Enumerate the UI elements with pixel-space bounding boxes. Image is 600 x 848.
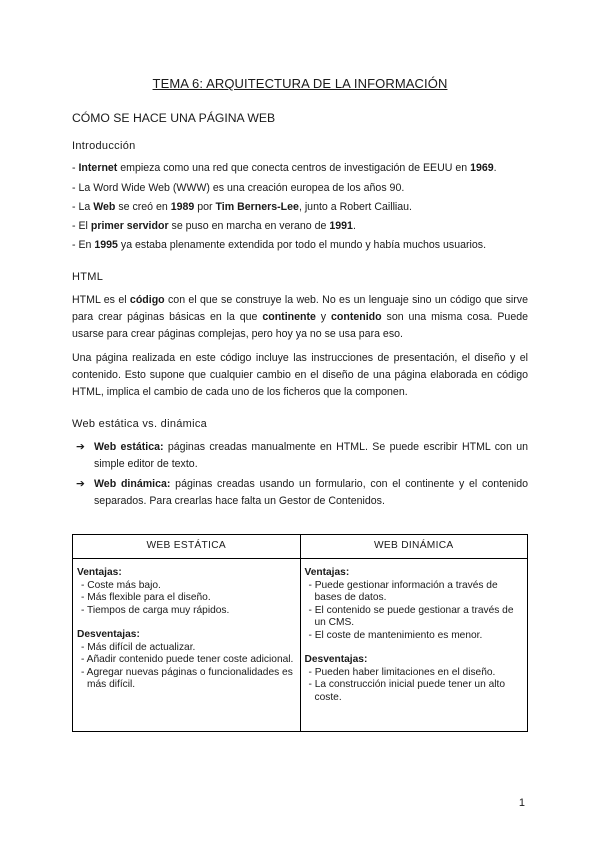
bullet-dynamic-web: ➔ Web dinámica: páginas creadas usando un formulario, con el continente y el contenido separados. Para crearlas hace falta un Gestor de Contenidos. [76, 478, 528, 507]
table-header-dynamic: WEB DINÁMICA [300, 535, 528, 559]
document-title: TEMA 6: ARQUITECTURA DE LA INFORMACIÓN [152, 76, 448, 91]
arrow-icon: ➔ [76, 441, 85, 453]
intro-line-1: - Internet empieza como una red que conecta centros de investigación de EEUU en 1969. [72, 162, 497, 174]
page-number: 1 [518, 797, 525, 809]
list-item: - Más difícil de actualizar. [81, 641, 196, 653]
intro-line-3: - La Web se creó en 1989 por Tim Berners-Lee, junto a Robert Cailliau. [72, 201, 412, 213]
list-item: - Coste más bajo. [81, 579, 161, 591]
list-item: - Tiempos de carga muy rápidos. [81, 604, 230, 616]
html-paragraph-1: HTML es el código con el que se construye la web. No es un lenguaje sino un código que sirve para crear páginas básicas en la que continente y contenido son una misma cosa. Puede usarse para crear páginas complejas, pero hoy ya no se usa para eso. [72, 294, 528, 340]
dynamic-advantages-label: Ventajas: [304, 567, 350, 578]
static-cell [73, 559, 301, 732]
dynamic-disadvantages-label: Desventajas: [304, 654, 368, 665]
intro-line-5: - En 1995 ya estaba plenamente extendida por todo el mundo y había muchos usuarios. [72, 239, 487, 251]
intro-line-2: - La Word Wide Web (WWW) es una creación europea de los años 90. [72, 182, 405, 194]
list-item: - Más flexible para el diseño. [81, 592, 211, 603]
static-disadvantages-label: Desventajas: [77, 629, 140, 640]
list-item: - Pueden haber limitaciones en el diseño. [308, 666, 496, 678]
static-advantages-label: Ventajas: [77, 567, 122, 578]
section-heading: CÓMO SE HACE UNA PÁGINA WEB [72, 111, 276, 125]
list-item: - Puede gestionar información a través de bases de datos. [308, 579, 498, 603]
list-item: - El coste de mantenimiento es menor. [308, 629, 483, 641]
dynamic-cell [300, 559, 528, 732]
bullet-static-web: ➔ Web estática: páginas creadas manualmente en HTML. Se puede escribir HTML con un simple editor de texto. [76, 441, 528, 470]
intro-line-4: - El primer servidor se puso en marcha en verano de 1991. [72, 220, 356, 232]
comparison-table [72, 534, 528, 732]
intro-heading: Introducción [72, 140, 136, 152]
arrow-icon: ➔ [76, 478, 85, 490]
table-header-static: WEB ESTÁTICA [73, 535, 301, 559]
list-item: - Agregar nuevas páginas o funcionalidades es más difícil. [81, 666, 293, 690]
list-item: - El contenido se puede gestionar a través de un CMS. [308, 604, 514, 628]
html-heading: HTML [72, 271, 104, 283]
html-paragraph-2: Una página realizada en este código incluye las instrucciones de presentación, el diseño y el contenido. Esto supone que cualquier cambio en el diseño de una página elaborada en código HTML, implica el cambio de cada uno de los ficheros que la componen. [72, 352, 528, 398]
list-item: - La construcción inicial puede tener un alto coste. [308, 679, 506, 703]
list-item: - Añadir contenido puede tener coste adicional. [81, 654, 294, 665]
web-heading: Web estática vs. dinámica [72, 418, 208, 430]
